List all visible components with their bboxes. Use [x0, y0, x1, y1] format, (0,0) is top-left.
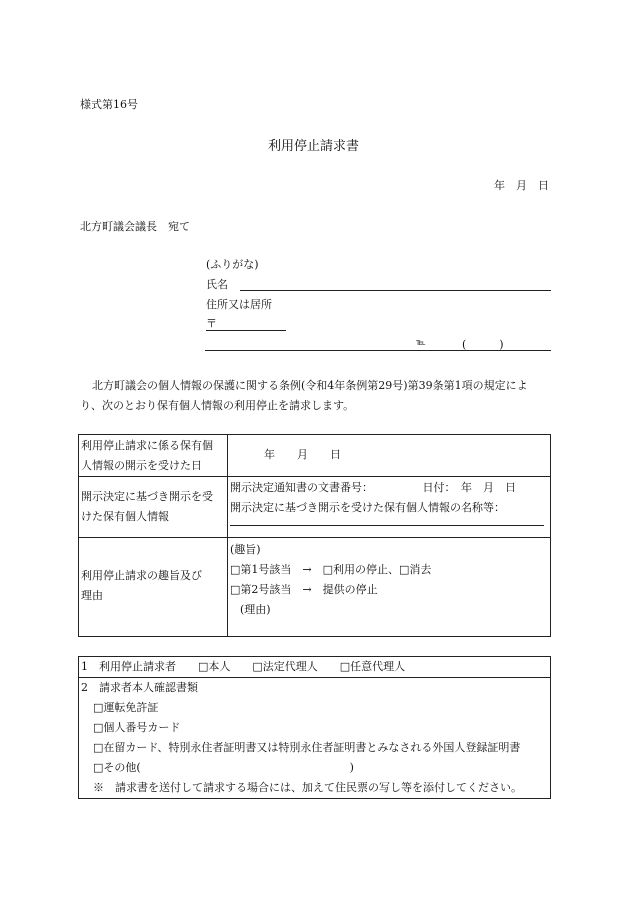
address-label: 住所又は居所 — [206, 298, 272, 311]
date-line: 年 月 日 — [494, 179, 549, 192]
name-label: 氏名 — [206, 278, 228, 291]
mail-request-note: ※ 請求書を送付して請求する場合には、加えて住民票の写し等を添付してください。 — [93, 781, 522, 794]
id-document-my-number-card[interactable]: □個人番号カード — [93, 721, 181, 734]
body-text-line-1: 北方町議会の個人情報の保護に関する条例(令和4年条例第29号)第39条第1項の規定によ — [92, 379, 528, 392]
purpose-reason-label-1: 利用停止請求の趣旨及び — [81, 569, 202, 582]
id-document-residence-card[interactable]: □在留カード、特別永住者証明書又は特別永住者証明書とみなされる外国人登録証明書 — [93, 741, 521, 754]
body-text-line-2: り、次のとおり保有個人情報の利用停止を請求します。 — [80, 399, 355, 412]
id-documents-row — [79, 678, 551, 799]
disclosed-info-value-cell — [228, 477, 551, 538]
disclosure-date-value-cell — [228, 435, 551, 477]
disclosure-date-label-cell — [79, 435, 228, 477]
disclosed-info-underline — [230, 525, 544, 526]
furigana-label: (ふりがな) — [206, 258, 259, 271]
disclosure-date-value[interactable]: 年 月 日 — [264, 448, 341, 461]
purpose-reason-row — [79, 538, 551, 637]
postal-underline — [206, 330, 286, 331]
purpose-reason-value-cell — [228, 538, 551, 637]
disclosed-info-label-2: けた保有個人情報 — [81, 510, 169, 523]
tel-label: ℡ — [416, 338, 426, 348]
purpose-label: (趣旨) — [230, 543, 261, 556]
reason-label: (理由) — [240, 603, 271, 616]
form-title: 利用停止請求書 — [268, 139, 360, 154]
requester-table — [78, 656, 551, 799]
purpose-option-2[interactable]: □第2号該当 → 提供の停止 — [230, 583, 378, 596]
id-documents-title: 2 請求者本人確認書類 — [81, 681, 198, 694]
form-number: 様式第16号 — [80, 98, 138, 111]
addressee: 北方町議会議長 宛て — [80, 220, 190, 233]
id-document-other[interactable]: □その他( ) — [93, 761, 354, 774]
id-documents-cell — [79, 678, 551, 799]
disclosure-date-row — [79, 435, 551, 477]
requester-type[interactable]: 1 利用停止請求者 □本人 □法定代理人 □任意代理人 — [81, 660, 406, 673]
address-underline — [205, 350, 551, 351]
purpose-reason-label-cell — [79, 538, 228, 637]
name-underline — [240, 290, 551, 291]
disclosed-info-name-label: 開示決定に基づき開示を受けた保有個人情報の名称等： — [230, 501, 505, 514]
request-details-table — [78, 434, 551, 637]
requester-type-cell — [79, 657, 551, 678]
disclosed-info-label-1: 開示決定に基づき開示を受 — [81, 490, 213, 503]
disclosure-date-label-2: 人情報の開示を受けた日 — [81, 459, 202, 472]
purpose-option-1[interactable]: □第1号該当 → □利用の停止、□消去 — [230, 563, 432, 576]
disclosed-info-label-cell — [79, 477, 228, 538]
purpose-reason-label-2: 理由 — [81, 589, 103, 602]
id-document-drivers-license[interactable]: □運転免許証 — [93, 701, 159, 714]
disclosed-info-row — [79, 477, 551, 538]
requester-type-row — [79, 657, 551, 678]
notice-number-and-date[interactable]: 開示決定通知書の文書番号： 日付： 年 月 日 — [230, 481, 516, 494]
postal-mark: 〒 — [206, 317, 217, 330]
tel-parentheses: ( ) — [462, 338, 504, 351]
disclosure-date-label-1: 利用停止請求に係る保有個 — [81, 439, 213, 452]
